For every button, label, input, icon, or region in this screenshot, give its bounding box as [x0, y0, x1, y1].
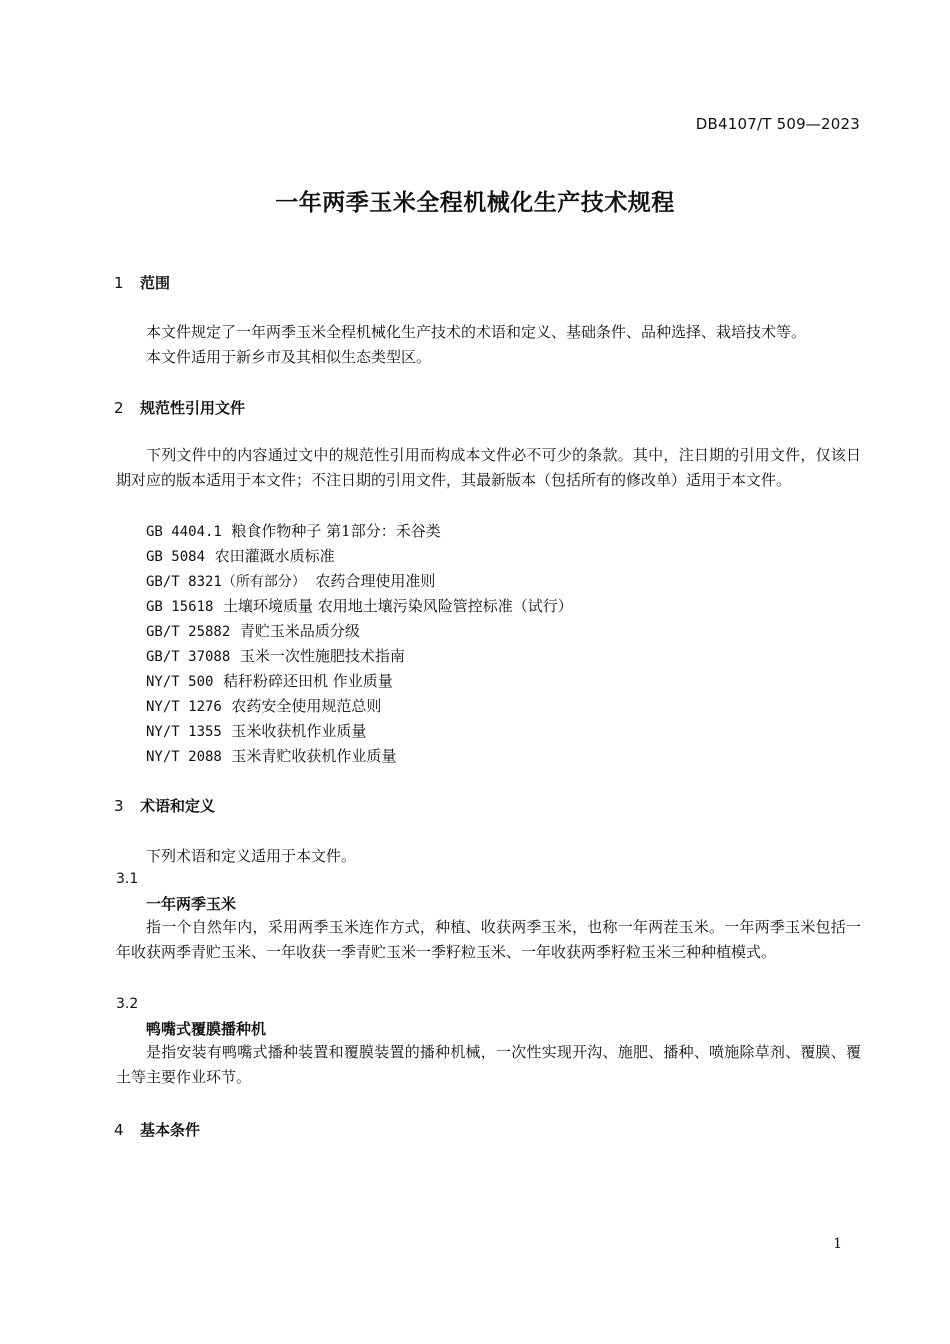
reference-code: GB/T 25882 [146, 624, 231, 640]
terms-intro: 下列术语和定义适用于本文件。 [146, 847, 357, 865]
section-title: 基本条件 [140, 1121, 201, 1139]
section-number: 1 [114, 274, 124, 292]
scope-paragraph-1: 本文件规定了一年两季玉米全程机械化生产技术的术语和定义、基础条件、品种选择、栽培技术等。 [146, 323, 807, 341]
reference-code: GB 15618 [146, 599, 214, 615]
term-number: 3.1 [116, 871, 139, 887]
reference-code: GB 4404.1 [146, 524, 222, 540]
reference-name: 玉米青贮收获机作业质量 [231, 747, 397, 765]
reference-item [146, 670, 393, 691]
term-definition: 是指安装有鸭嘴式播种装置和覆膜装置的播种机械，一次性实现开沟、施肥、播种、喷施除草剂、覆膜、覆土等主要作业环节。 [116, 1043, 861, 1086]
reference-item [146, 695, 381, 716]
section-title: 术语和定义 [140, 797, 216, 815]
scope-paragraph-2: 本文件适用于新乡市及其相似生态类型区。 [146, 348, 432, 366]
document-code: DB4107/T 509—2023 [695, 115, 860, 133]
reference-name: 农田灌溉水质标准 [214, 547, 335, 565]
section-number: 2 [114, 399, 124, 417]
reference-name: 玉米一次性施肥技术指南 [239, 647, 405, 665]
reference-name: 玉米收获机作业质量 [231, 722, 367, 740]
reference-name: 秸秆粉碎还田机 作业质量 [222, 672, 393, 690]
reference-item [146, 745, 396, 766]
section-4-heading [114, 1119, 200, 1140]
reference-code: NY/T 500 [146, 674, 214, 690]
term-definition: 指一个自然年内，采用两季玉米连作方式，种植、收获两季玉米，也称一年两茬玉米。一年两季玉米包括一年收获两季青贮玉米、一年收获一季青贮玉米一季籽粒玉米、一年收获两季籽粒玉米三种种植模式。 [116, 918, 861, 961]
reference-code: GB 5084 [146, 549, 206, 565]
section-2-heading [114, 397, 245, 418]
reference-item [146, 545, 335, 566]
section-1-heading [114, 272, 170, 293]
term-title: 一年两季玉米 [146, 895, 237, 913]
reference-name: 青贮玉米品质分级 [239, 622, 360, 640]
reference-name: 土壤环境质量 农用地土壤污染风险管控标准（试行） [222, 597, 573, 615]
page-number: 1 [833, 1236, 842, 1252]
reference-item [146, 595, 573, 616]
reference-code: NY/T 1276 [146, 699, 222, 715]
reference-item [146, 645, 405, 666]
reference-name: 农药安全使用规范总则 [231, 697, 382, 715]
reference-item [146, 620, 360, 641]
term-title: 鸭嘴式覆膜播种机 [146, 1020, 267, 1038]
reference-name: 农药合理使用准则 [315, 572, 436, 590]
reference-item [146, 720, 366, 741]
reference-code: NY/T 2088 [146, 749, 222, 765]
reference-item [146, 520, 441, 541]
section-number: 3 [114, 797, 124, 815]
reference-code: GB/T 8321（所有部分） [146, 574, 306, 590]
document-title: 一年两季玉米全程机械化生产技术规程 [275, 190, 675, 216]
reference-name: 粮食作物种子 第1部分：禾谷类 [231, 522, 441, 540]
term-number: 3.2 [116, 996, 139, 1012]
section-title: 范围 [140, 274, 171, 292]
reference-code: GB/T 37088 [146, 649, 231, 665]
reference-code: NY/T 1355 [146, 724, 222, 740]
section-3-heading [114, 795, 215, 816]
section-title: 规范性引用文件 [140, 399, 246, 417]
reference-item [146, 570, 435, 591]
references-intro: 下列文件中的内容通过文中的规范性引用而构成本文件必不可少的条款。其中，注日期的引用文件，仅该日期对应的版本适用于本文件；不注日期的引用文件，其最新版本（包括所有的修改单）适用于本文件。 [116, 446, 861, 489]
section-number: 4 [114, 1121, 124, 1139]
